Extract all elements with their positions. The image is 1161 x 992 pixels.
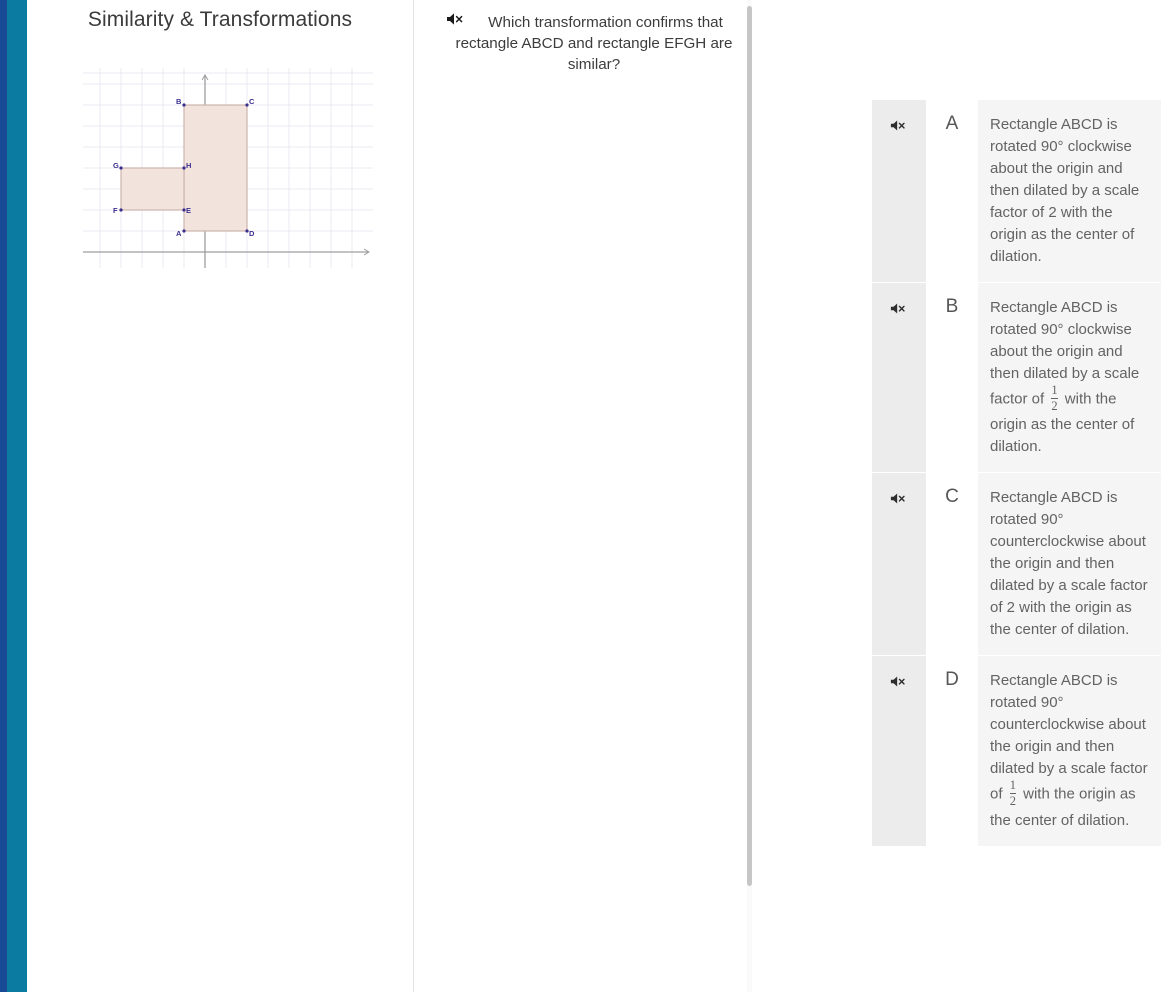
answer-option-b[interactable] bbox=[872, 283, 1161, 473]
rectangle-efgh bbox=[113, 161, 191, 215]
svg-text:D: D bbox=[249, 229, 255, 238]
option-b-fraction bbox=[1051, 384, 1057, 413]
sidebar-rail-navy bbox=[0, 0, 7, 992]
page-title: Similarity & Transformations bbox=[87, 8, 353, 31]
question-stem bbox=[446, 12, 742, 75]
speaker-muted-icon[interactable] bbox=[890, 675, 909, 689]
coordinate-plane-figure bbox=[83, 68, 373, 268]
scrollbar-thumb[interactable] bbox=[747, 6, 752, 886]
option-a-audio-button[interactable] bbox=[872, 100, 926, 282]
svg-text:F: F bbox=[113, 206, 118, 215]
svg-text:C: C bbox=[249, 97, 255, 106]
option-c-text-before: Rectangle ABCD is rotated 90° counterclockwise about the origin and then dilated by a scale factor of 2 with the origin as the center of dilation. bbox=[990, 489, 1148, 639]
answer-option-d[interactable] bbox=[872, 656, 1161, 846]
svg-text:H: H bbox=[186, 161, 192, 170]
svg-text:B: B bbox=[176, 97, 182, 106]
option-c-letter: C bbox=[926, 473, 978, 655]
svg-text:A: A bbox=[176, 229, 182, 238]
answer-options-list bbox=[872, 100, 1161, 847]
fraction-numerator: 1 bbox=[1051, 383, 1058, 397]
svg-text:E: E bbox=[186, 206, 192, 215]
option-d-text bbox=[978, 656, 1161, 845]
option-b-text-after: with the origin as the center of dilation. bbox=[990, 390, 1135, 456]
sidebar-rail-teal bbox=[7, 0, 27, 992]
answer-option-c[interactable] bbox=[872, 473, 1161, 656]
option-a-text-before: Rectangle ABCD is rotated 90° clockwise about the origin and then dilated by a scale factor of 2 with the origin as the center of dilation. bbox=[990, 116, 1140, 265]
option-b-letter: B bbox=[926, 283, 978, 472]
question-text: Which transformation confirms that rectangle ABCD and rectangle EFGH are similar? bbox=[455, 14, 733, 73]
speaker-muted-icon[interactable] bbox=[890, 302, 909, 316]
speaker-muted-icon[interactable] bbox=[446, 12, 465, 26]
svg-text:G: G bbox=[113, 161, 119, 170]
speaker-muted-icon[interactable] bbox=[890, 492, 909, 506]
option-a-text bbox=[978, 100, 1161, 282]
answer-option-a[interactable] bbox=[872, 100, 1161, 283]
fraction-denominator: 2 bbox=[1009, 794, 1016, 809]
option-d-audio-button[interactable] bbox=[872, 656, 926, 845]
option-b-text-before: Rectangle ABCD is rotated 90° clockwise about the origin and then dilated by a scale factor of bbox=[990, 299, 1140, 408]
option-d-letter: D bbox=[926, 656, 978, 845]
option-c-text bbox=[978, 473, 1161, 655]
option-d-text-before: Rectangle ABCD is rotated 90° counterclockwise about the origin and then dilated by a scale factor of bbox=[990, 672, 1148, 803]
option-d-text-after: with the origin as the center of dilation. bbox=[990, 785, 1136, 829]
option-b-audio-button[interactable] bbox=[872, 283, 926, 472]
option-c-audio-button[interactable] bbox=[872, 473, 926, 655]
fraction-denominator: 2 bbox=[1051, 399, 1058, 414]
question-pane bbox=[414, 0, 1148, 992]
option-a-letter: A bbox=[926, 100, 978, 282]
lesson-pane bbox=[27, 0, 413, 992]
option-b-text bbox=[978, 283, 1161, 472]
fraction-numerator: 1 bbox=[1009, 778, 1016, 793]
option-d-fraction bbox=[1010, 779, 1016, 808]
speaker-muted-icon[interactable] bbox=[890, 119, 909, 133]
